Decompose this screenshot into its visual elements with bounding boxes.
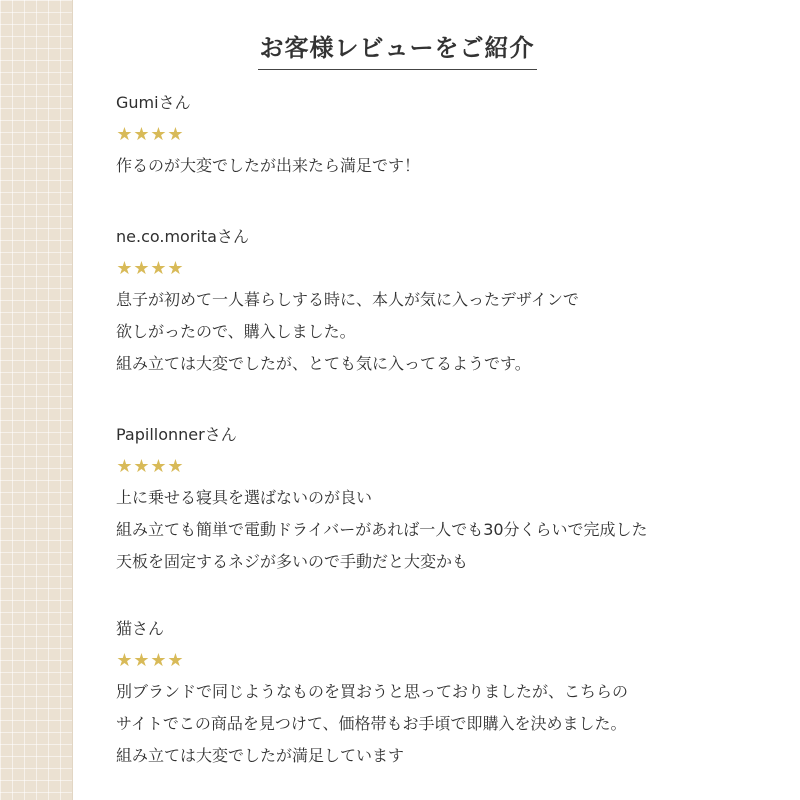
star-icon: ★ — [116, 456, 133, 477]
review-text — [116, 482, 756, 578]
star-icon: ★ — [167, 124, 184, 145]
star-icon: ★ — [116, 124, 133, 145]
reviewer-name: Papillonnerさん — [116, 425, 237, 444]
star-icon: ★ — [150, 456, 167, 477]
review-line: 組み立ては大変でしたが、とても気に入ってるようです。 — [116, 354, 531, 373]
star-icon: ★ — [116, 258, 133, 279]
review-line: 天板を固定するネジが多いので手動だと大変かも — [116, 552, 469, 571]
review-card — [116, 424, 756, 578]
star-icon: ★ — [167, 456, 184, 477]
star-icon: ★ — [167, 650, 184, 671]
review-line: 作るのが大変でしたが出来たら満足です！ — [116, 156, 421, 175]
star-icon: ★ — [150, 258, 167, 279]
reviewer-name: Gumiさん — [116, 93, 191, 112]
review-line: 欲しがったので、購入しました。 — [116, 322, 356, 341]
star-icon: ★ — [133, 650, 150, 671]
review-line: 別ブランドで同じようなものを買おうと思っておりましたが、こちらの — [116, 682, 629, 701]
decorative-side-pattern — [0, 0, 73, 800]
star-icon: ★ — [167, 258, 184, 279]
review-line: 組み立ても簡単で電動ドライバーがあれば一人でも30分くらいで完成した — [116, 520, 648, 539]
review-line: 上に乗せる寝具を選ばないのが良い — [116, 488, 373, 507]
review-text — [116, 150, 756, 182]
reviewer-name: ne.co.moritaさん — [116, 227, 249, 246]
rating-stars — [116, 258, 756, 280]
star-icon: ★ — [150, 650, 167, 671]
review-line: 息子が初めて一人暮らしする時に、本人が気に入ったデザインで — [116, 290, 579, 309]
review-card — [116, 226, 756, 380]
star-icon: ★ — [150, 124, 167, 145]
review-section — [116, 0, 766, 800]
page-title: お客様レビューをご紹介 — [258, 28, 537, 70]
star-icon: ★ — [133, 124, 150, 145]
review-text — [116, 676, 756, 772]
rating-stars — [116, 650, 756, 672]
reviewer-name: 猫さん — [116, 619, 165, 638]
review-line: サイトでこの商品を見つけて、価格帯もお手頃で即購入を決めました。 — [116, 714, 627, 733]
page-title-wrapper — [116, 28, 678, 70]
star-icon: ★ — [133, 456, 150, 477]
rating-stars — [116, 124, 756, 146]
star-icon: ★ — [116, 650, 133, 671]
star-icon: ★ — [133, 258, 150, 279]
review-line: 組み立ては大変でしたが満足しています — [116, 746, 405, 765]
review-text — [116, 284, 756, 380]
rating-stars — [116, 456, 756, 478]
review-card — [116, 618, 756, 772]
review-card — [116, 92, 756, 182]
